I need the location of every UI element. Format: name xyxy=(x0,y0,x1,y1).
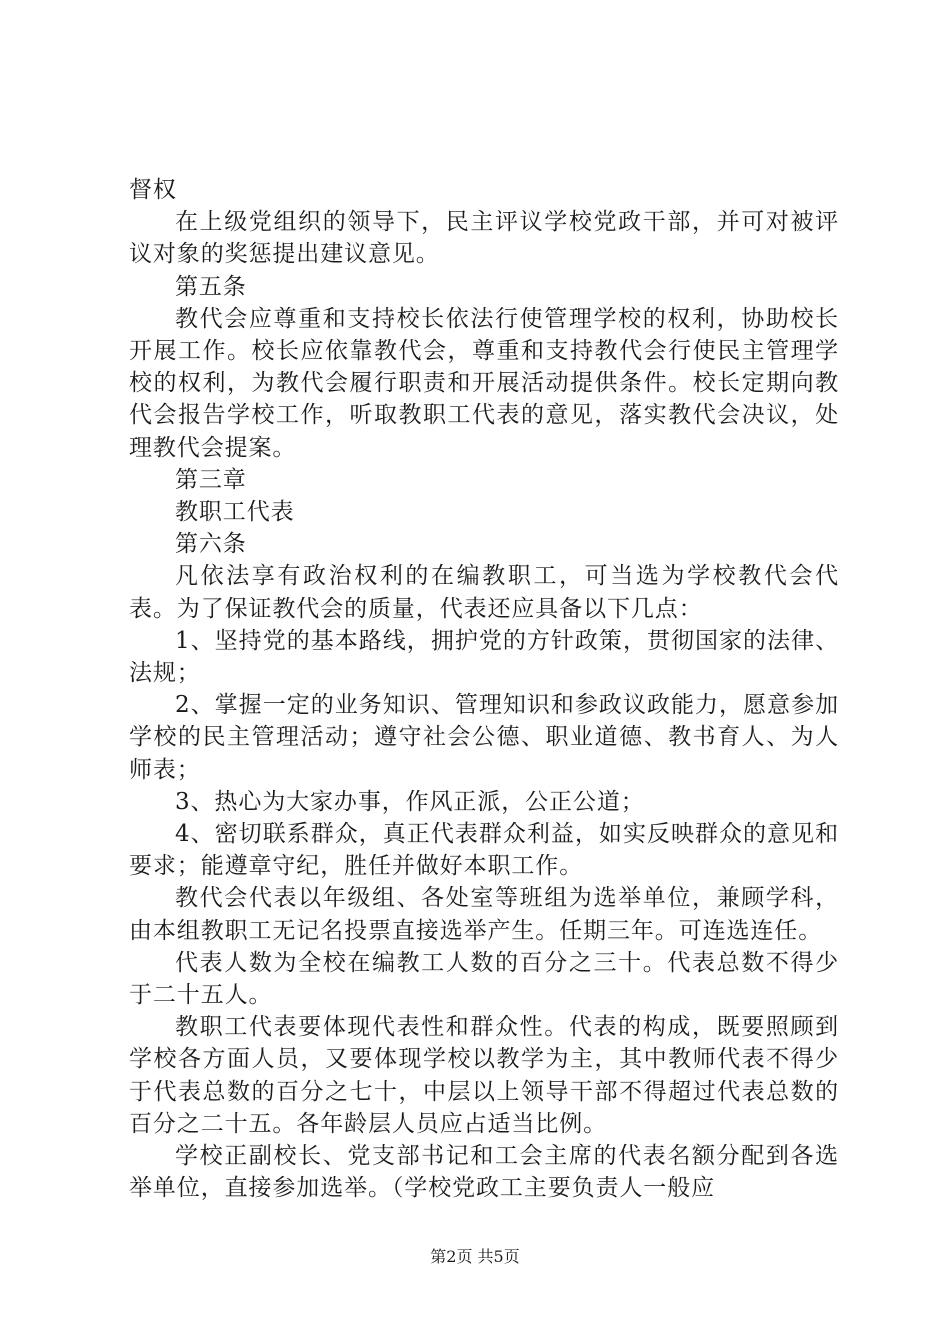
paragraph: 督权 xyxy=(129,177,177,203)
paragraph: 教代会代表以年级组、各处室等班组为选举单位，兼顾学科，由本组教职工无记名投票直接选举产生。任期三年。可连选连任。 xyxy=(129,885,839,944)
paragraph: 代表人数为全校在编教工人数的百分之三十。代表总数不得少于二十五人。 xyxy=(129,949,839,1009)
chapter-title: 教职工代表 xyxy=(175,499,295,526)
paragraph: 教职工代表要体现代表性和群众性。代表的构成，既要照顾到学校各方面人员，又要体现学校以教学为主，其中教师代表不得少于代表总数的百分之七十，中层以上领导干部不得超过代表总数的百分之二十五。各年龄层人员应占适当比例。 xyxy=(129,1014,839,1137)
list-item: 1、坚持党的基本路线，拥护党的方针政策，贯彻国家的法律、法规； xyxy=(129,627,839,687)
paragraph: 凡依法享有政治权利的在编教职工，可当选为学校教代会代表。为了保证教代会的质量，代表还应具备以下几点： xyxy=(129,563,839,622)
list-item: 3、热心为大家办事，作风正派，公正公道； xyxy=(175,788,645,815)
list-item: 2、掌握一定的业务知识、管理知识和参政议政能力，愿意参加学校的民主管理活动；遵守社会公德、职业道德、教书育人、为人师表； xyxy=(129,692,839,783)
list-item: 4、密切联系群众，真正代表群众利益，如实反映群众的意见和要求；能遵章守纪，胜任并做好本职工作。 xyxy=(129,821,839,880)
paragraph: 在上级党组织的领导下，民主评议学校党政干部，并可对被评议对象的奖惩提出建议意见。 xyxy=(129,209,839,268)
page-number-footer: 第2页 共5页 xyxy=(430,1247,520,1266)
paragraph: 教代会应尊重和支持校长依法行使管理学校的权利，协助校长开展工作。校长应依靠教代会，尊重和支持教代会行使民主管理学校的权利，为教代会履行职责和开展活动提供条件。校长定期向教代会报告学校工作，听取教职工代表的意见，落实教代会决议，处理教代会提案。 xyxy=(129,305,839,461)
chapter-heading: 第三章 xyxy=(175,466,247,493)
document-body xyxy=(129,174,839,1205)
paragraph: 学校正副校长、党支部书记和工会主席的代表名额分配到各选举单位，直接参加选举。（学校党政工主要负责人一般应 xyxy=(129,1143,839,1202)
section-heading: 第六条 xyxy=(175,531,247,558)
section-heading: 第五条 xyxy=(175,273,247,300)
